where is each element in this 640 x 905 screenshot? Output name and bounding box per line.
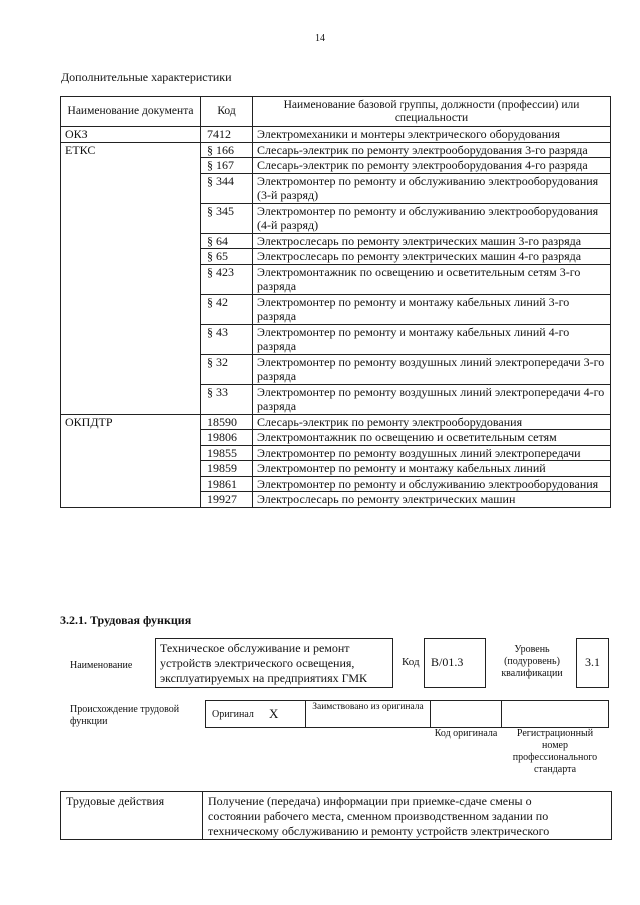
cell-title: Электромонтер по ремонту и монтажу кабельных линий (253, 461, 611, 477)
cell-code: § 167 (201, 158, 253, 174)
cell-code: 18590 (201, 414, 253, 430)
cell-title: Электромонтер по ремонту и монтажу кабельных линий 3-го разряда (253, 294, 611, 324)
cell-document: ОКПДТР (61, 414, 201, 507)
origin-code-label: Код оригинала (434, 728, 498, 739)
original-cell (205, 700, 306, 728)
origin-label: Происхождение трудовой функции (70, 704, 180, 727)
cell-code: § 43 (201, 324, 253, 354)
cell-title: Электромонтер по ремонту и обслуживанию электрооборудования (4-й разряд) (253, 203, 611, 233)
code-label: Код (402, 656, 420, 668)
cell-title: Электрослесарь по ремонту электрических машин (253, 492, 611, 508)
cell-code: 19861 (201, 476, 253, 492)
cell-title: Электромеханики и монтеры электрического оборудования (253, 127, 611, 143)
table-row (61, 414, 611, 430)
cell-title: Электромонтер по ремонту и монтажу кабельных линий 4-го разряда (253, 324, 611, 354)
level-value-box: 3.1 (576, 638, 609, 688)
cell-document: ЕТКС (61, 142, 201, 414)
cell-code: 19859 (201, 461, 253, 477)
labor-actions-table (60, 791, 612, 840)
classification-table (60, 96, 611, 508)
function-code-box: B/01.3 (424, 638, 486, 688)
cell-title: Слесарь-электрик по ремонту электрооборудования (253, 414, 611, 430)
reg-number-label: Регистрационный номер профессионального стандарта (512, 728, 598, 775)
cell-title: Электромонтажник по освещению и осветительным сетям 3-го разряда (253, 264, 611, 294)
cell-title: Электрослесарь по ремонту электрических машин 4-го разряда (253, 249, 611, 265)
header-title: Наименование базовой группы, должности (профессии) или специальности (253, 97, 611, 127)
cell-title: Электромонтер по ремонту и обслуживанию электрооборудования (3-й разряд) (253, 173, 611, 203)
cell-code: § 42 (201, 294, 253, 324)
cell-code: § 344 (201, 173, 253, 203)
cell-code: 19855 (201, 445, 253, 461)
function-name-box: Техническое обслуживание и ремонт устройств электрического освещения, эксплуатируемых на предприятиях ГМК (155, 638, 393, 688)
actions-line: Получение (передача) информации при приемке-сдаче смены о (208, 794, 532, 808)
borrowed-cell: Заимствовано из оригинала (305, 700, 431, 728)
cell-title: Слесарь-электрик по ремонту электрооборудования 3-го разряда (253, 142, 611, 158)
cell-title: Электрослесарь по ремонту электрических машин 3-го разряда (253, 233, 611, 249)
cell-title: Электромонтер по ремонту воздушных линий электропередачи 4-го разряда (253, 384, 611, 414)
cell-code: 19927 (201, 492, 253, 508)
cell-code: § 345 (201, 203, 253, 233)
cell-code: § 32 (201, 354, 253, 384)
origin-code-cell (430, 700, 502, 728)
cell-code: § 64 (201, 233, 253, 249)
cell-code: 19806 (201, 430, 253, 446)
section-heading: Дополнительные характеристики (61, 70, 232, 84)
actions-line: техническому обслуживанию и ремонту устройств электрического (208, 824, 550, 838)
cell-code: § 65 (201, 249, 253, 265)
actions-line: состоянии рабочего места, сменном производственном задании по (208, 809, 549, 823)
level-label: Уровень (подуровень) квалификации (501, 644, 563, 679)
cell-code: § 423 (201, 264, 253, 294)
original-label: Оригинал (212, 709, 254, 720)
name-label: Наименование (70, 660, 133, 671)
table-header-row (61, 97, 611, 127)
cell-title: Электромонтажник по освещению и осветительным сетям (253, 430, 611, 446)
table-row (61, 792, 612, 840)
cell-title: Электромонтер по ремонту воздушных линий электропередачи (253, 445, 611, 461)
original-mark: X (269, 706, 279, 721)
cell-document: ОКЗ (61, 127, 201, 143)
reg-number-cell (501, 700, 609, 728)
page-number: 14 (315, 33, 325, 44)
table-row (61, 127, 611, 143)
cell-code: 7412 (201, 127, 253, 143)
cell-code: § 33 (201, 384, 253, 414)
function-heading: 3.2.1. Трудовая функция (60, 613, 192, 627)
actions-label: Трудовые действия (61, 792, 203, 840)
header-document: Наименование документа (61, 97, 201, 127)
cell-title: Слесарь-электрик по ремонту электрооборудования 4-го разряда (253, 158, 611, 174)
table-row (61, 142, 611, 158)
actions-text (203, 792, 612, 840)
cell-code: § 166 (201, 142, 253, 158)
header-code: Код (201, 97, 253, 127)
cell-title: Электромонтер по ремонту и обслуживанию электрооборудования (253, 476, 611, 492)
cell-title: Электромонтер по ремонту воздушных линий электропередачи 3-го разряда (253, 354, 611, 384)
